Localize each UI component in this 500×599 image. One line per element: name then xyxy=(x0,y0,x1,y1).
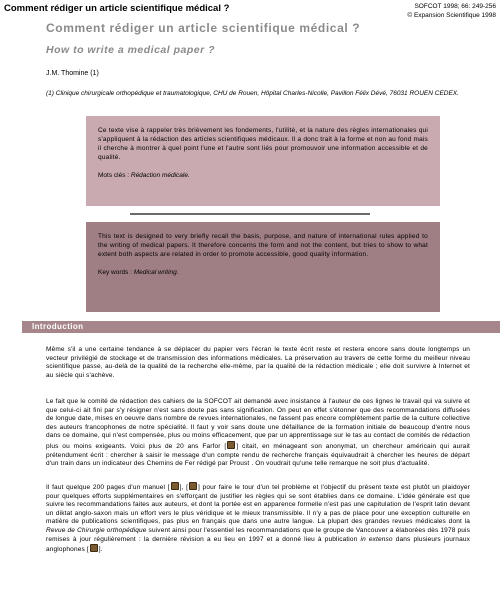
abstract-french xyxy=(86,116,440,206)
abstract-english xyxy=(86,222,440,312)
keywords-english xyxy=(98,268,428,277)
journal-reference xyxy=(407,2,496,20)
intro-paragraph-1: Même s'il a une certaine tendance à se déplacer du papier vers l'écran le texte écrit reste et restera encore sans doute longtemps un vecteur privilégié de stockage et de transmission des informations médicales. La préservation au travers de cette forme du meilleur niveau scientifique passe, au-delà de la qualité de la recherche elle-même, par la qualité de la rédaction médicale ; elle doit survivre à Internet et au siècle qui s'achève. xyxy=(46,346,470,379)
keywords-french xyxy=(98,171,428,180)
header-title: Comment rédiger un article scientifique médical ? xyxy=(4,3,230,14)
paragraph-3-text-b: ], [ xyxy=(179,484,189,491)
paragraph-3-text-e: dans plusieurs journaux anglophones [ xyxy=(46,535,471,554)
journal-name: Revue de Chirurgie orthopédique xyxy=(46,526,147,534)
keywords-english-value: Medical writing. xyxy=(133,269,179,276)
author-affiliation: (1) Clinique chirurgicale orthopédique et traumatologique, CHU de Rouen, Hôpital Charles-Nicolle, Pavillon Félix Dévé, 76031 ROUEN CEDEX. xyxy=(46,90,459,97)
article-title-english: How to write a medical paper ? xyxy=(46,44,216,56)
paragraph-3-text-f: ]. xyxy=(98,546,103,554)
author-line: J.M. Thomine (1) xyxy=(46,70,99,77)
abstract-separator xyxy=(130,213,370,215)
keywords-french-value: Rédaction médicale. xyxy=(130,172,190,179)
reference-link-icon[interactable] xyxy=(171,482,179,490)
article-title-french: Comment rédiger un article scientifique médical ? xyxy=(46,21,361,35)
journal-citation: SOFCOT 1998; 66: 249-256 xyxy=(414,3,496,10)
section-heading-bar xyxy=(22,321,500,333)
section-heading-introduction: Introduction xyxy=(32,322,84,331)
abstract-english-body: This text is designed to very briefly recall the basis, purpose, and nature of international rules applied to the writing of medical papers. It therefore concerns the form and not the content, but tries to show to what extent both aspects are related in order to promote accessible, good quality information. xyxy=(98,233,428,258)
abstract-french-body: Ce texte vise à rappeler très brièvement les fondements, l'utilité, et la nature des règles internationales qui s'appliquent à la rédaction des articles scientifiques médicaux. Il a donc trait à la forme et non au fond mais il cherche à montrer à quel point l'une et l'autre sont liés pour promouvoir une information accessible et de qualité. xyxy=(98,127,428,161)
copyright-notice: © Expansion Scientifique 1998 xyxy=(407,12,496,19)
keywords-english-label: Key words : xyxy=(98,269,134,276)
paragraph-3-text-a: Il faut quelque 200 pages d'un manuel [ xyxy=(46,484,170,491)
keywords-french-label: Mots clés : xyxy=(98,172,131,179)
intro-paragraph-3 xyxy=(46,482,470,555)
paragraph-2-text-b: ] citait, en ménageant son anonymat, un chercheur américain qui aurait prétendument écrit : chercher à saisir le message d'un compte rendu de recherche français équivaudrait à chercher les heures de départ d'un train dans un indicateur des Chemins de Fer rédigé par Proust . On voudrait qu'une telle remarque ne soit plus d'actualité. xyxy=(46,442,470,468)
in-extenso: in extenso xyxy=(360,535,393,543)
intro-paragraph-2 xyxy=(46,398,470,469)
reference-link-icon[interactable] xyxy=(189,482,197,490)
reference-link-icon[interactable] xyxy=(227,441,235,449)
paragraph-2-text-a: Le fait que le comité de rédaction des cahiers de la SOFCOT ait demandé avec insistance à l'auteur de ces lignes le travail qui va suivre et que celui-ci ait fini par s'y résigner n'est sans doute pas sans signification. On peut en effet s'étonner que des recommandations diffusées de longue date, mises en oeuvre dans nombre de revues internationales, ne fassent pas encore complètement partie de la culture collective des auteurs francophones de notre spécialité. Il faut y voir sans doute une défaillance de la formation initiale de beaucoup d'entre nous dans ce domaine, qui n'est compensée, plus ou moins efficacement, que par un apprentissage sur le tas au contact de comités de rédaction plus ou moins exigeants. Voici plus de 20 ans Farfor [ xyxy=(46,398,470,450)
paragraph-3-text-d: suivent ainsi pour l'essentiel les recommandations que le groupe de Vancouver a élaborées dès 1978 puis remises à jour régulièrement : la dernière révision a eu lieu en 1997 et a donné lieu à publication xyxy=(46,526,470,543)
paragraph-3-text-c: ] pour faire le tour d'un tel problème et l'objectif du présent texte est plutôt un plaidoyer pour quelques efforts supplémentaires en s'efforçant de justifier les règles qui se sont établies dans ce domaine. L'idée générale est que suivre les recommandations faites aux auteurs, et dont la portée est en apparence formelle n'est pas une capitulation de l'esprit latin devant un diktat anglo-saxon mais un effort vers le plus véridique et le mieux transmissible. Il n'y a pas de place pour une exception culturelle en matière de publications scientifiques, pas plus en français que dans une autre langue. La plupart des grandes revues médicales dont la xyxy=(46,484,471,526)
reference-link-icon[interactable] xyxy=(90,544,98,552)
